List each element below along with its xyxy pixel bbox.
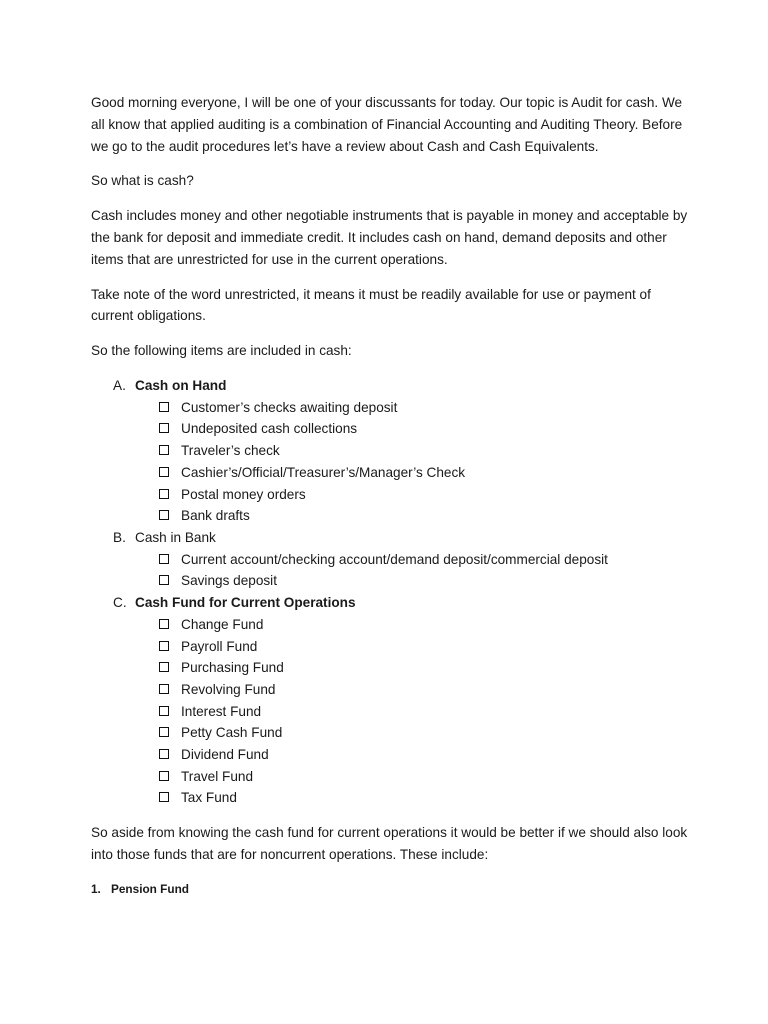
document-body: [91, 92, 691, 900]
noncurrent-paragraph: So aside from knowing the cash fund for current operations it would be better if we should also look into those funds that are for noncurrent operations. These include:: [91, 825, 688, 862]
checkbox-icon: [159, 771, 169, 781]
checkbox-icon: [159, 684, 169, 694]
list-item: Change Fund: [91, 614, 691, 636]
checkbox-icon: [159, 510, 169, 520]
section-title: Cash on Hand: [135, 377, 227, 393]
note-paragraph: Take note of the word unrestricted, it means it must be readily available for use or payment of current obligations.: [91, 286, 651, 324]
list-item: Postal money orders: [91, 484, 691, 506]
checkbox-icon: [159, 619, 169, 629]
section-cash-on-hand: [91, 375, 691, 527]
numbered-item-pension-fund: [91, 879, 691, 901]
section-cash-fund-current-operations: [91, 592, 691, 809]
item-label: Pension Fund: [111, 881, 189, 896]
checkbox-icon: [159, 641, 169, 651]
list-item: Travel Fund: [91, 766, 691, 788]
checkbox-icon: [159, 554, 169, 564]
checkbox-icon: [159, 706, 169, 716]
intro-paragraph: Good morning everyone, I will be one of your discussants for today. Our topic is Audit for cash. We all know that applied auditing is a combination of Financial Accounting and Auditing Theory. Before we go to the audit procedures let’s have a review about Cash and Cash Equivalents.: [91, 95, 683, 154]
section-title: Cash Fund for Current Operations: [135, 595, 356, 611]
section-letter: A.: [113, 377, 126, 393]
checklist: [91, 397, 691, 527]
list-item: Current account/checking account/demand deposit/commercial deposit: [91, 549, 691, 571]
section-title: Cash in Bank: [135, 529, 216, 545]
section-cash-in-bank: [91, 527, 691, 592]
checklist: [91, 549, 691, 592]
checklist: [91, 614, 691, 809]
list-item: Interest Fund: [91, 701, 691, 723]
definition-paragraph: Cash includes money and other negotiable instruments that is payable in money and acceptable by the bank for deposit and immediate credit. It includes cash on hand, demand deposits and other items that are unrestricted for use in the current operations.: [91, 208, 688, 267]
list-item: Revolving Fund: [91, 679, 691, 701]
list-item: Cashier’s/Official/Treasurer’s/Manager’s Check: [91, 462, 691, 484]
list-item: Payroll Fund: [91, 636, 691, 658]
list-item: Dividend Fund: [91, 744, 691, 766]
list-item: Savings deposit: [91, 570, 691, 592]
list-item: Traveler’s check: [91, 440, 691, 462]
list-item: Petty Cash Fund: [91, 722, 691, 744]
checkbox-icon: [159, 423, 169, 433]
section-letter: B.: [113, 529, 126, 545]
list-item: Bank drafts: [91, 505, 691, 527]
checkbox-icon: [159, 489, 169, 499]
checkbox-icon: [159, 467, 169, 477]
checkbox-icon: [159, 402, 169, 412]
section-letter: C.: [113, 595, 127, 611]
list-item: Undeposited cash collections: [91, 418, 691, 440]
checkbox-icon: [159, 662, 169, 672]
checkbox-icon: [159, 749, 169, 759]
list-item: Customer’s checks awaiting deposit: [91, 397, 691, 419]
list-item: Tax Fund: [91, 787, 691, 809]
question-paragraph: So what is cash?: [91, 173, 194, 189]
checkbox-icon: [159, 792, 169, 802]
list-item: Purchasing Fund: [91, 657, 691, 679]
item-number: 1.: [91, 881, 101, 896]
checkbox-icon: [159, 727, 169, 737]
lead-in-paragraph: So the following items are included in cash:: [91, 343, 352, 359]
checkbox-icon: [159, 445, 169, 455]
checkbox-icon: [159, 575, 169, 585]
